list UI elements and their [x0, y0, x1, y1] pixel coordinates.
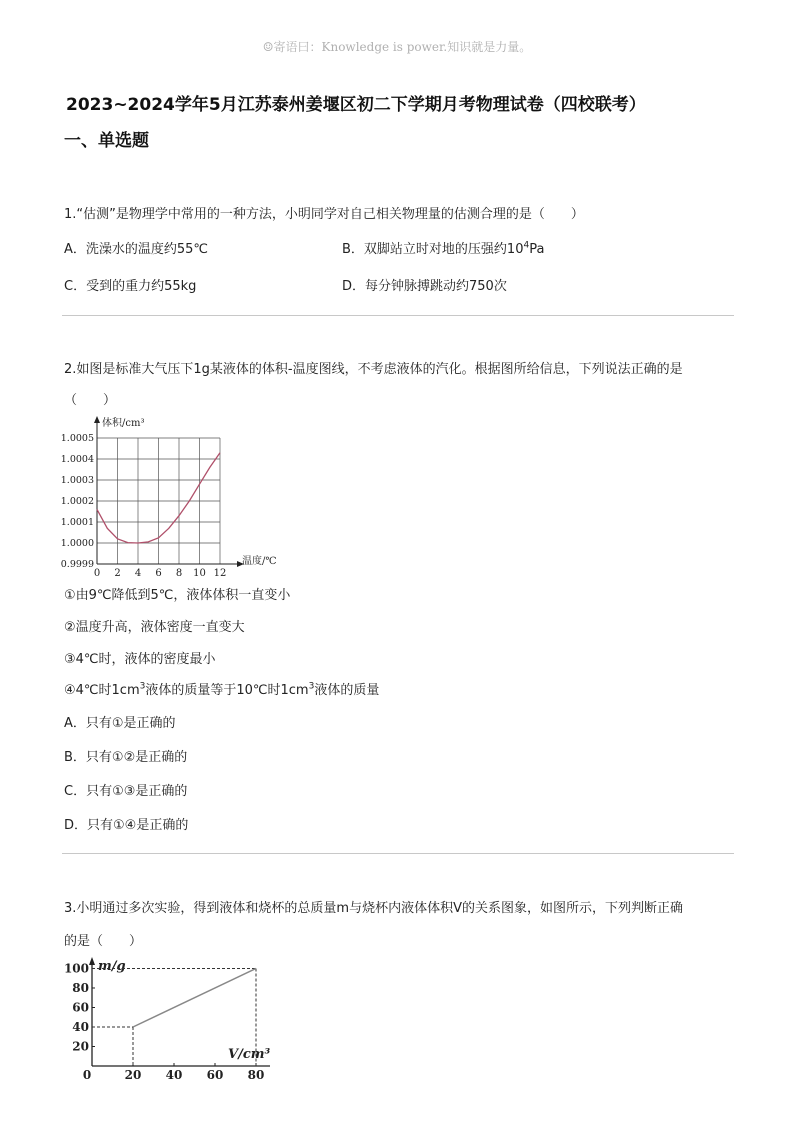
- c1-x-tick-label: 8: [175, 568, 183, 579]
- q2-statement-3: ③4℃时，液体的密度最小: [64, 652, 216, 667]
- q1-option-c[interactable]: C．受到的重力约55kg: [64, 279, 197, 294]
- q2-stem-paren: （ ）: [64, 393, 117, 408]
- q2-option-b[interactable]: B．只有①②是正确的: [64, 750, 188, 765]
- q1-option-b-text: B．双脚站立时对地的压强约10: [342, 242, 524, 257]
- q2-statement-1: ①由9℃降低到5℃，液体体积一直变小: [64, 588, 291, 603]
- q2-s4-part2: 液体的质量等于10℃时1cm: [145, 683, 309, 698]
- q2-statement-2: ②温度升高，液体密度一直变大: [64, 620, 245, 635]
- c1-y-label: 体积/cm³: [102, 418, 145, 429]
- section-heading: 一、单选题: [64, 131, 149, 151]
- q2-s4-part3: 液体的质量: [314, 683, 380, 698]
- c1-x-tick-label: 6: [155, 568, 162, 579]
- c1-y-tick-label: 1.0004: [60, 454, 94, 465]
- c1-x-label: 温度/℃: [242, 556, 277, 567]
- c2-y-tick-label: 80: [72, 980, 89, 995]
- c2-x-tick-label: 20: [124, 1068, 142, 1082]
- c2-y-tick-label: 60: [72, 1000, 89, 1015]
- c1-x-tick-label: 0: [93, 568, 101, 579]
- c2-x-tick-label: 80: [247, 1068, 265, 1082]
- q3-stem: 3.小明通过多次实验，得到液体和烧杯的总质量m与烧杯内液体体积V的关系图象，如图所示，下列判断正确: [64, 901, 683, 916]
- q2-s4-sup1: 3: [139, 681, 146, 692]
- q1-option-b[interactable]: [342, 238, 544, 257]
- c2-y-tick-label: 20: [72, 1039, 89, 1054]
- c1-x-tick-label: 10: [193, 568, 206, 579]
- c2-x-tick-label: 0: [82, 1068, 92, 1082]
- c2-x-label: V/cm³: [228, 1047, 271, 1062]
- c1-y-tick-label: 1.0003: [60, 475, 94, 486]
- q3-stem-cont: 的是（ ）: [64, 934, 143, 949]
- c2-y-tick-label: 100: [63, 961, 89, 976]
- divider: [62, 315, 734, 316]
- q2-statement-4: [64, 679, 379, 698]
- mass-volume-chart: [62, 952, 292, 1082]
- c2-y-tick-label: 40: [72, 1019, 89, 1034]
- c2-x-tick-label: 40: [165, 1068, 183, 1082]
- q2-option-d[interactable]: D．只有①④是正确的: [64, 818, 189, 833]
- c1-y-tick-label: 1.0000: [60, 538, 94, 549]
- c1-x-tick-label: 4: [134, 568, 142, 579]
- c2-x-tick-label: 60: [206, 1068, 224, 1082]
- c1-y-arrow: [94, 416, 100, 423]
- page-motto: ☺寄语曰：Knowledge is power.知识就是力量。: [262, 40, 532, 54]
- c1-y-tick-label: 1.0005: [60, 433, 94, 444]
- q2-s4-sup2: 3: [308, 681, 315, 692]
- c1-y-tick-label: 0.9999: [60, 559, 94, 570]
- exam-title: 2023~2024学年5月江苏泰州姜堰区初二下学期月考物理试卷（四校联考）: [66, 95, 646, 115]
- c1-y-tick-label: 1.0001: [60, 517, 94, 528]
- volume-temperature-chart: [58, 410, 277, 580]
- q1-option-b-unit: Pa: [529, 242, 545, 257]
- q1-option-b-exponent: 4: [523, 240, 530, 251]
- c2-series-line: [133, 968, 256, 1027]
- c2-y-arrow: [89, 957, 95, 965]
- q2-s4-part1: ④4℃时1cm: [64, 683, 140, 698]
- divider: [62, 853, 734, 854]
- q2-option-a[interactable]: A．只有①是正确的: [64, 716, 176, 731]
- q1-option-a[interactable]: A．洗澡水的温度约55℃: [64, 242, 209, 257]
- q2-option-c[interactable]: C．只有①③是正确的: [64, 784, 188, 799]
- c1-x-tick-label: 12: [213, 568, 227, 579]
- q1-option-d[interactable]: D．每分钟脉搏跳动约750次: [342, 279, 507, 294]
- c1-x-tick-label: 2: [114, 568, 121, 579]
- q2-stem: 2.如图是标准大气压下1g某液体的体积-温度图线，不考虑液体的汽化。根据图所给信息，下列说法正确的是: [64, 362, 683, 377]
- c2-y-label: m/g: [98, 959, 126, 974]
- q1-stem: 1.“估测”是物理学中常用的一种方法，小明同学对自己相关物理量的估测合理的是（ ）: [64, 207, 584, 222]
- c1-y-tick-label: 1.0002: [60, 496, 94, 507]
